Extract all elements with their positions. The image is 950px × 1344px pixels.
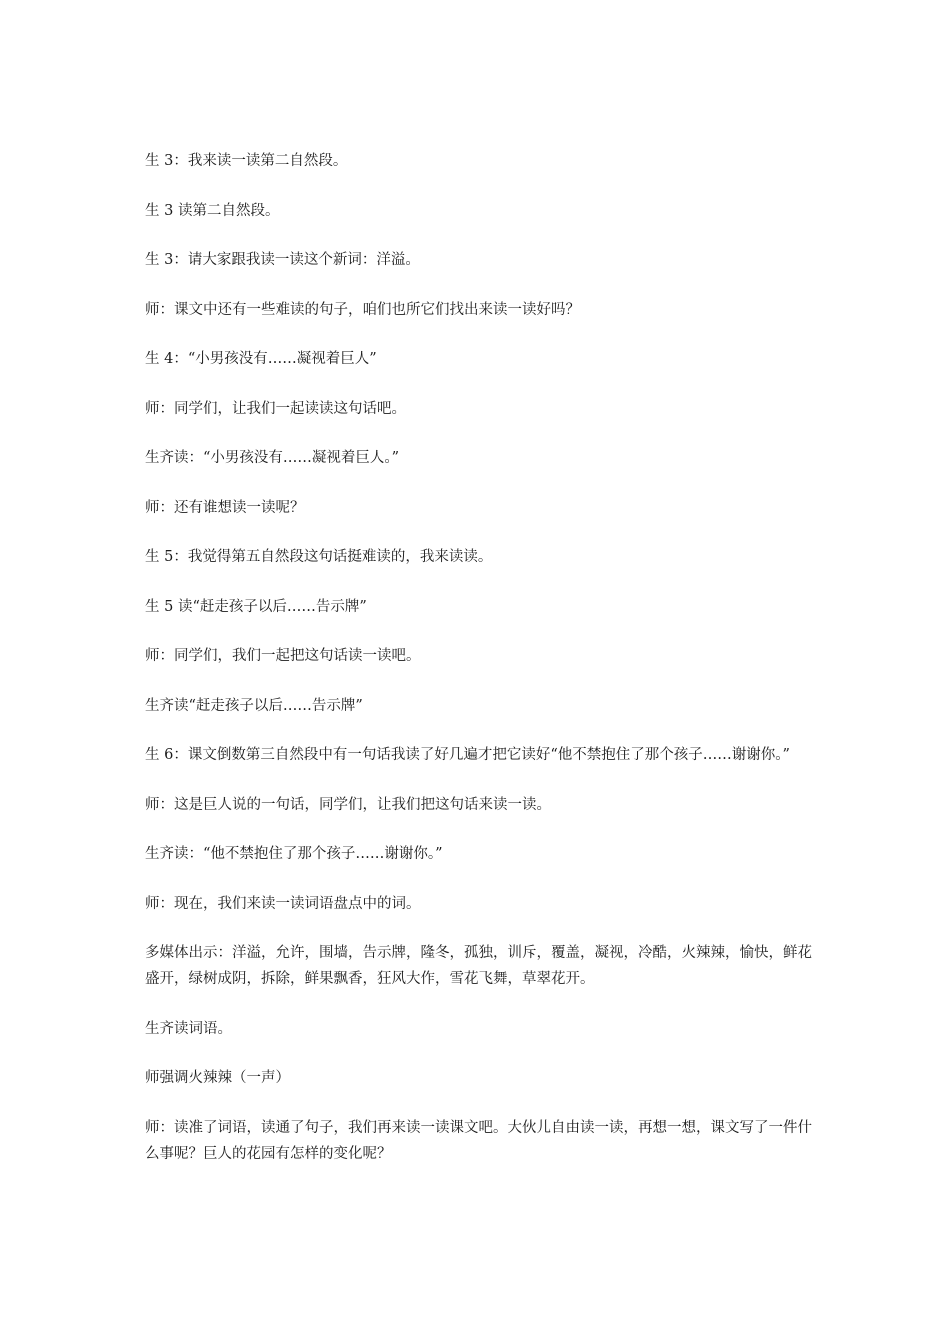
- paragraph-20: 师：读准了词语，读通了句子，我们再来读一读课文吧。大伙儿自由读一读，再想一想，课文写了一件什么事呢？巨人的花园有怎样的变化呢？: [145, 1119, 812, 1162]
- paragraph-4: 师：课文中还有一些难读的句子，咱们也所它们找出来读一读好吗？: [145, 301, 580, 318]
- paragraph-19: 师强调火辣辣（一声）: [145, 1070, 290, 1086]
- paragraph-16: 师：现在，我们来读一读词语盘点中的词。: [145, 895, 421, 912]
- paragraph-3: 生 3：请大家跟我读一读这个新词：洋溢。: [145, 252, 420, 268]
- paragraph-18: 生齐读词语。: [145, 1020, 232, 1037]
- paragraph-1: 生 3：我来读一读第二自然段。: [145, 153, 348, 169]
- paragraph-2: 生 3 读第二自然段。: [145, 202, 280, 219]
- paragraph-15: 生齐读：“他不禁抱住了那个孩子……谢谢你。”: [145, 846, 443, 862]
- paragraph-7: 生齐读：“小男孩没有……凝视着巨人。”: [145, 450, 400, 466]
- paragraph-13: 生 6：课文倒数第三自然段中有一句话我读了好几遍才把它读好“他不禁抱住了那个孩子……谢谢你。”: [145, 747, 790, 763]
- paragraph-11: 师：同学们，我们一起把这句话读一读吧。: [145, 648, 421, 664]
- paragraph-12: 生齐读“赶走孩子以后……告示牌”: [145, 697, 363, 714]
- paragraph-6: 师：同学们，让我们一起读读这句话吧。: [145, 400, 406, 417]
- paragraph-14: 师：这是巨人说的一句话，同学们，让我们把这句话来读一读。: [145, 796, 551, 813]
- paragraph-8: 师：还有谁想读一读呢？: [145, 499, 305, 516]
- paragraph-5: 生 4：“小男孩没有……凝视着巨人”: [145, 351, 377, 367]
- paragraph-17: 多媒体出示：洋溢，允许，围墙，告示牌，隆冬，孤独，训斥，覆盖，凝视，冷酷，火辣辣，愉快，鲜花盛开，绿树成阴，拆除，鲜果飘香，狂风大作，雪花飞舞，草翠花开。: [145, 945, 812, 987]
- paragraph-9: 生 5：我觉得第五自然段这句话挺难读的，我来读读。: [145, 549, 493, 565]
- document-body: [145, 148, 813, 1190]
- paragraph-10: 生 5 读“赶走孩子以后……告示牌”: [145, 598, 367, 615]
